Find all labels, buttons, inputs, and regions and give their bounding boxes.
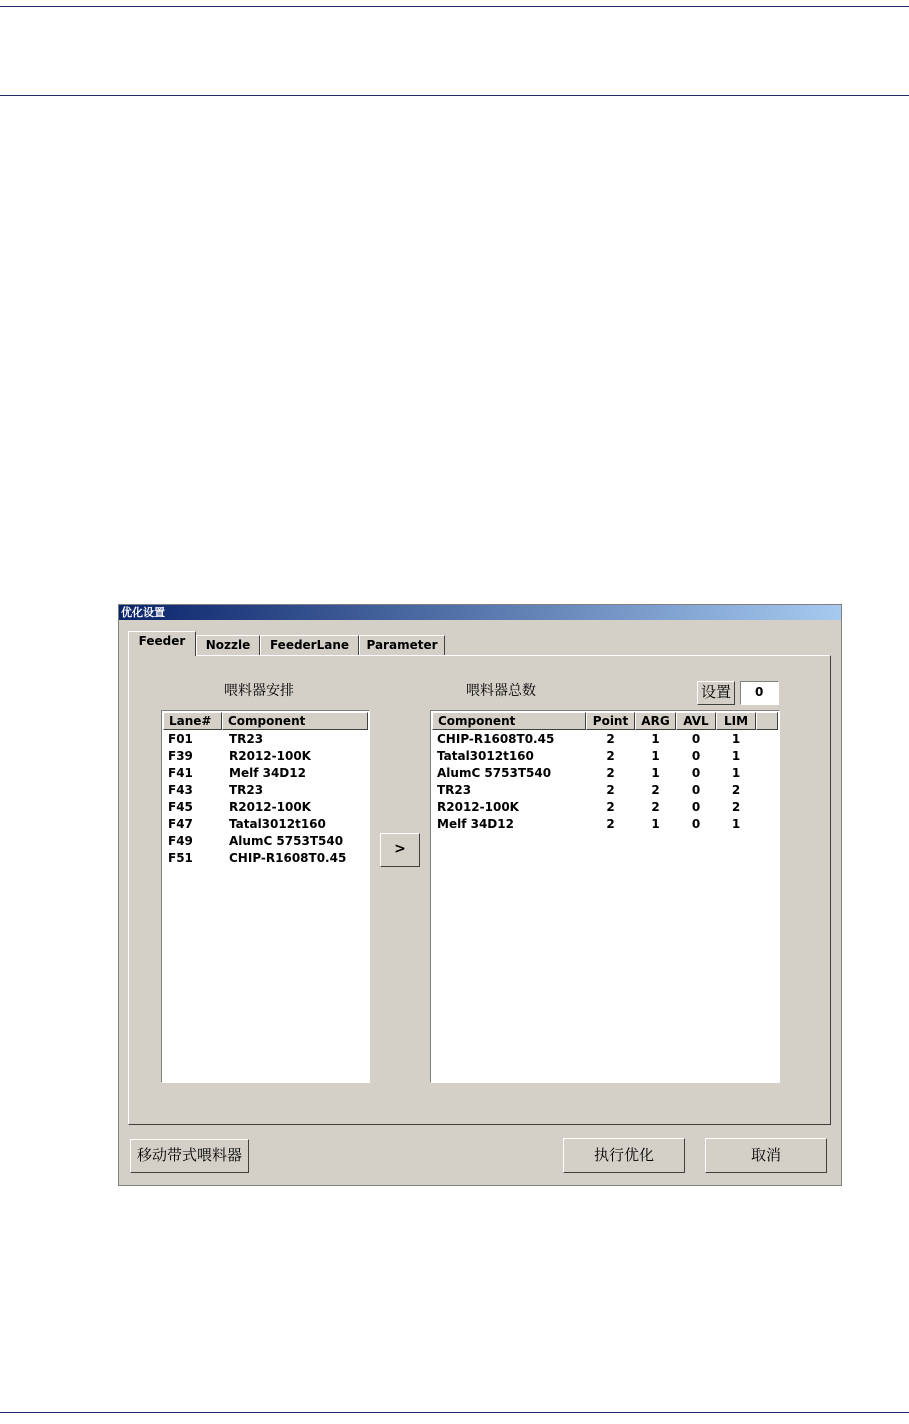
avl-cell: 0	[691, 817, 701, 831]
header-rule	[0, 95, 909, 96]
component-cell: TR23	[437, 783, 472, 797]
component-cell: Tatal3012t160	[229, 817, 326, 831]
arg-cell: 1	[651, 749, 660, 763]
set-value-input[interactable]: 0	[740, 681, 779, 705]
list-item[interactable]	[162, 748, 369, 765]
lim-cell: 1	[731, 732, 741, 746]
table-row[interactable]	[431, 816, 779, 833]
column-header-filler	[756, 712, 778, 730]
component-cell: R2012-100K	[437, 800, 519, 814]
footer-rule	[0, 1412, 909, 1413]
feeder-total-rows	[431, 731, 779, 833]
lim-cell: 2	[731, 783, 741, 797]
component-cell: CHIP-R1608T0.45	[229, 851, 347, 865]
component-cell: AlumC 5753T540	[437, 766, 552, 780]
lane-cell: F43	[168, 783, 193, 797]
tab-feederlane[interactable]: FeederLane	[260, 635, 359, 655]
lim-cell: 1	[731, 749, 741, 763]
arg-cell: 1	[651, 766, 660, 780]
lane-cell: F45	[168, 800, 193, 814]
component-cell: TR23	[229, 783, 264, 797]
point-cell: 2	[606, 766, 615, 780]
execute-optimization-button[interactable]: 执行优化	[563, 1138, 685, 1173]
dialog-title: 优化设置	[121, 606, 165, 619]
cancel-button[interactable]: 取消	[705, 1138, 827, 1173]
lane-cell: F39	[168, 749, 193, 763]
lim-cell: 1	[731, 766, 741, 780]
feeder-tab-panel	[128, 655, 831, 1125]
list-item[interactable]	[162, 782, 369, 799]
arg-cell: 2	[651, 783, 660, 797]
table-row[interactable]	[431, 782, 779, 799]
lim-cell: 2	[731, 800, 741, 814]
feeder-arrangement-list[interactable]	[161, 710, 370, 1083]
point-cell: 2	[606, 817, 615, 831]
list-item[interactable]	[162, 833, 369, 850]
component-cell: Melf 34D12	[437, 817, 514, 831]
feeder-arrangement-caption: 喂料器安排	[224, 683, 294, 699]
avl-cell: 0	[691, 766, 701, 780]
avl-cell: 0	[691, 800, 701, 814]
tab-nozzle[interactable]: Nozzle	[196, 635, 260, 655]
point-cell: 2	[606, 783, 615, 797]
component-cell: TR23	[229, 732, 264, 746]
component-cell: R2012-100K	[229, 749, 311, 763]
lane-cell: F41	[168, 766, 193, 780]
list-item[interactable]	[162, 850, 369, 867]
component-cell: AlumC 5753T540	[229, 834, 344, 848]
list-item[interactable]	[162, 816, 369, 833]
tab-feeder[interactable]: Feeder	[128, 631, 196, 656]
lane-cell: F01	[168, 732, 193, 746]
transfer-button[interactable]: >	[380, 833, 420, 867]
column-header-avl[interactable]: AVL	[676, 712, 716, 730]
feeder-arrangement-rows	[162, 731, 369, 867]
column-header-component[interactable]: Component	[432, 712, 586, 730]
avl-cell: 0	[691, 732, 701, 746]
component-cell: Tatal3012t160	[437, 749, 534, 763]
arg-cell: 2	[651, 800, 660, 814]
table-row[interactable]	[431, 748, 779, 765]
arg-cell: 1	[651, 817, 660, 831]
tab-parameter[interactable]: Parameter	[359, 635, 445, 655]
column-header-lane[interactable]: Lane#	[163, 712, 222, 730]
arg-cell: 1	[651, 732, 660, 746]
table-row[interactable]	[431, 799, 779, 816]
column-header-component[interactable]: Component	[222, 712, 368, 730]
column-header-lim[interactable]: LIM	[716, 712, 756, 730]
top-rule	[0, 6, 909, 7]
lim-cell: 1	[731, 817, 741, 831]
column-header-arg[interactable]: ARG	[635, 712, 676, 730]
lane-cell: F51	[168, 851, 193, 865]
lane-cell: F49	[168, 834, 193, 848]
lane-cell: F47	[168, 817, 193, 831]
point-cell: 2	[606, 749, 615, 763]
moving-feeder-button[interactable]: 移动带式喂料器	[130, 1139, 249, 1173]
list-item[interactable]	[162, 731, 369, 748]
dialog-title-bar[interactable]	[119, 605, 841, 620]
list-item[interactable]	[162, 799, 369, 816]
point-cell: 2	[606, 800, 615, 814]
component-cell: R2012-100K	[229, 800, 311, 814]
column-header-point[interactable]: Point	[586, 712, 635, 730]
set-button[interactable]: 设置	[697, 681, 735, 705]
optimization-settings-dialog	[118, 604, 842, 1186]
feeder-total-list[interactable]	[430, 710, 780, 1083]
table-row[interactable]	[431, 731, 779, 748]
avl-cell: 0	[691, 783, 701, 797]
point-cell: 2	[606, 732, 615, 746]
avl-cell: 0	[691, 749, 701, 763]
feeder-total-caption: 喂料器总数	[466, 683, 536, 699]
list-item[interactable]	[162, 765, 369, 782]
component-cell: Melf 34D12	[229, 766, 306, 780]
table-row[interactable]	[431, 765, 779, 782]
component-cell: CHIP-R1608T0.45	[437, 732, 555, 746]
